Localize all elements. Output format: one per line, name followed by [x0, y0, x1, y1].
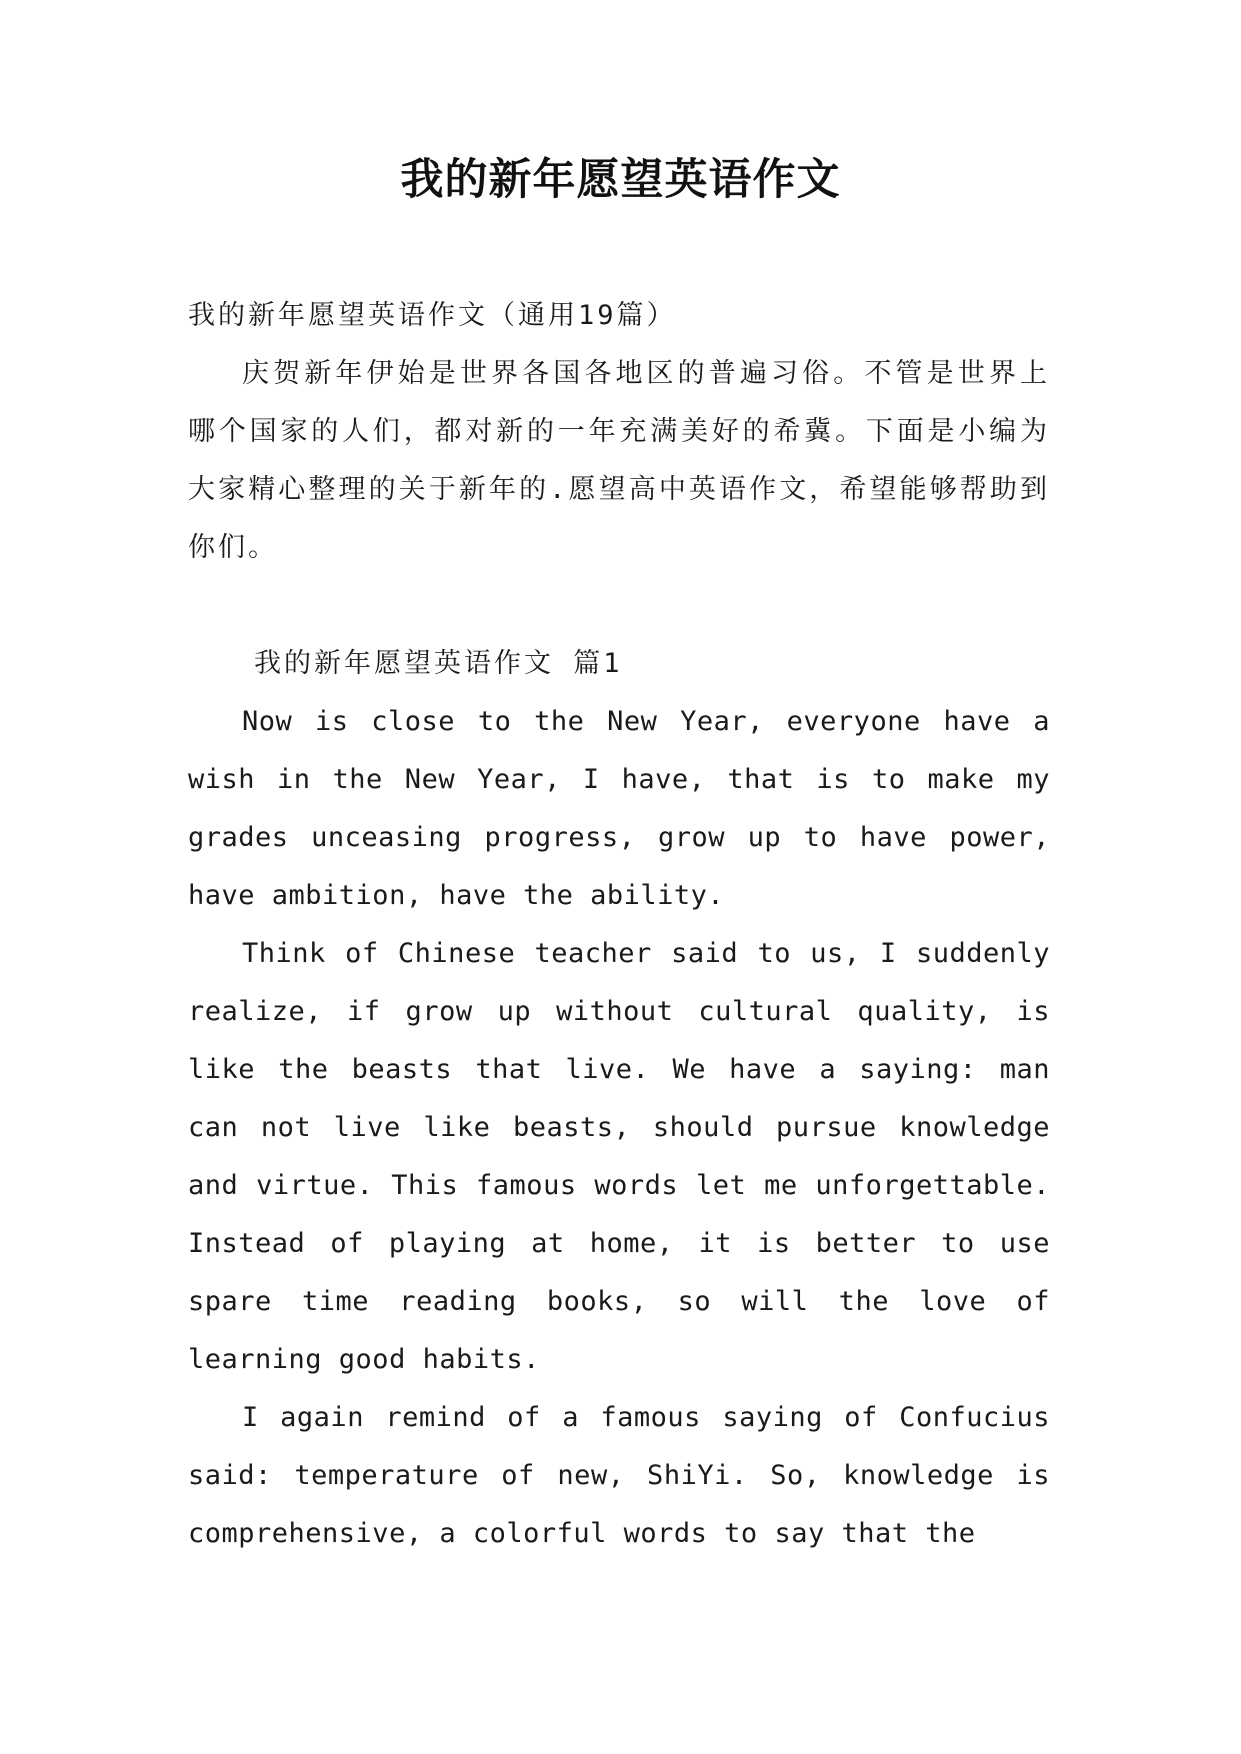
- section-heading: 我的新年愿望英语作文 篇1: [254, 648, 623, 679]
- document-subtitle: 我的新年愿望英语作文（通用19篇）: [188, 300, 677, 331]
- intro-paragraph: 庆贺新年伊始是世界各国各地区的普遍习俗。不管是世界上哪个国家的人们，都对新的一年充满美好的希冀。下面是小编为大家精心整理的关于新年的.愿望高中英语作文，希望能够帮助到你们。: [188, 358, 1050, 563]
- document-body: [188, 287, 1050, 1563]
- document-title: 我的新年愿望英语作文: [400, 155, 841, 205]
- paragraph-spacer: [188, 577, 1050, 635]
- essay-paragraph-2: Think of Chinese teacher said to us, I suddenly realize, if grow up without cultural quality, is like the beasts that live. We have a saying: man can not live like beasts, should pursue knowledge and virtue. This famous words let me unforgettable. Instead of playing at home, it is better to use spare time reading books, so will the love of learning good habits.: [188, 938, 1050, 1375]
- essay-paragraph-1: Now is close to the New Year, everyone have a wish in the New Year, I have, that is to make my grades unceasing progress, grow up to have power, have ambition, have the ability.: [188, 706, 1050, 911]
- essay-paragraph-3: I again remind of a famous saying of Confucius said: temperature of new, ShiYi. So, knowledge is comprehensive, a colorful words to say that the: [188, 1402, 1050, 1549]
